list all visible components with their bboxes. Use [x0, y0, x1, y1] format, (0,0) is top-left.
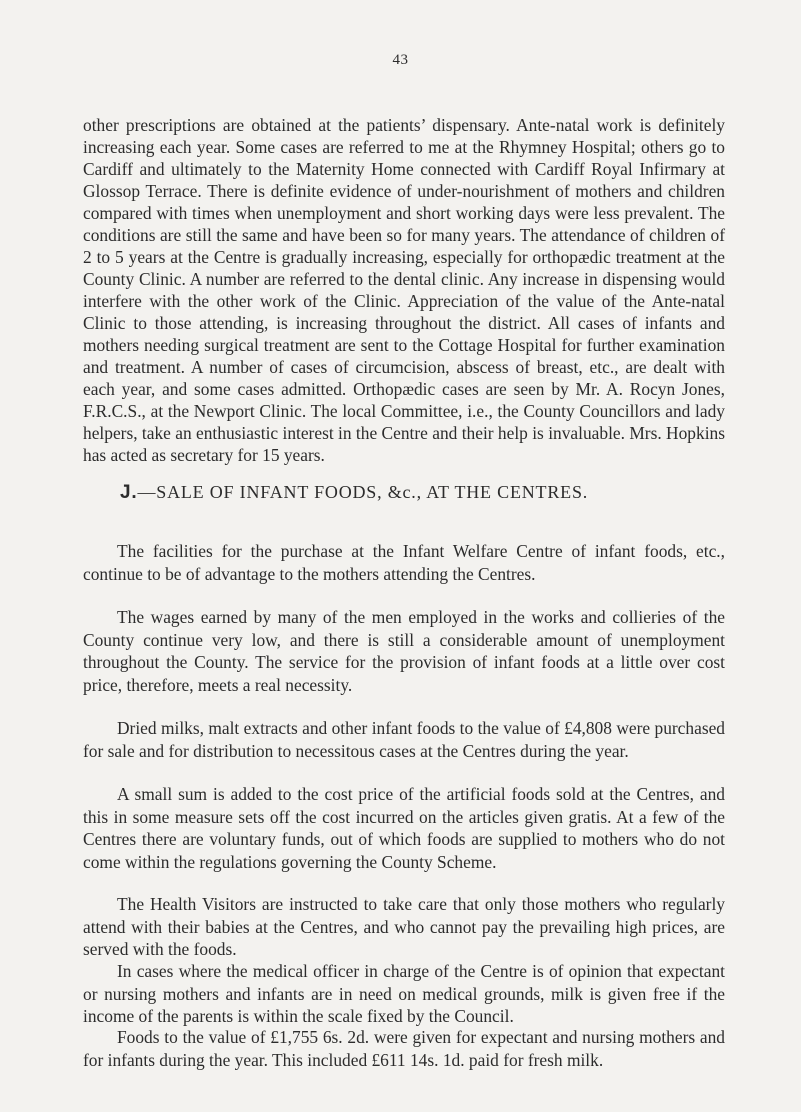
paragraph-medical-officer: In cases where the medical officer in charge of the Centre is of opinion that expectant or nursing mothers and infants are in need on medical grounds, milk is given free if the income of the parents is within the scale fixed by the Council.	[83, 961, 725, 1026]
paragraph-wages: The wages earned by many of the men employed in the works and collieries of the County continue very low, and there is still a considerable amount of unemployment throughout the County. The service for the provision of infant foods at a little over cost price, therefore, meets a real necessity.	[83, 607, 725, 695]
page-number: 43	[392, 52, 409, 68]
section-title: —SALE OF INFANT FOODS, &c., AT THE CENTRES.	[137, 482, 589, 502]
paragraph-dried-milks: Dried milks, malt extracts and other infant foods to the value of £4,808 were purchased for sale and for distribution to necessitous cases at the Centres during the year.	[83, 718, 725, 761]
paragraph-cost-price: A small sum is added to the cost price of the artificial foods sold at the Centres, and this in some measure sets off the cost incurred on the articles given gratis. At a few of the Centres there are voluntary funds, out of which foods are supplied to mothers who do not come within the regulations governing the County Scheme.	[83, 784, 725, 872]
intro-paragraph: other prescriptions are obtained at the patients’ dispensary. Ante-natal work is definitely increasing each year. Some cases are referred to me at the Rhymney Hospital; others go to Cardiff and ultimately to the Maternity Home connected with Cardiff Royal Infirmary at Glossop Terrace. There is definite evidence of under-nourishment of mothers and children compared with times when unemployment and short working days were less prevalent. The conditions are still the same and have been so for many years. The attendance of children of 2 to 5 years at the Centre is gradually increasing, especially for orthopædic treatment at the County Clinic. A number are referred to the dental clinic. Any increase in dispensing would interfere with the other work of the Clinic. Appreciation of the value of the Ante-natal Clinic to those attending, is increasing throughout the district. All cases of infants and mothers needing surgical treatment are sent to the Cottage Hospital for further examination and treatment. A number of cases of circumcision, abscess of breast, etc., are dealt with each year, and some cases admitted. Orthopædic cases are seen by Mr. A. Rocyn Jones, F.R.C.S., at the Newport Clinic. The local Committee, i.e., the County Councillors and lady helpers, take an enthusiastic interest in the Centre and their help is invaluable. Mrs. Hopkins has acted as secretary for 15 years.	[83, 115, 725, 465]
section-heading	[120, 480, 720, 505]
paragraph-health-visitors: The Health Visitors are instructed to take care that only those mothers who regularly attend with their babies at the Centres, and who cannot pay the prevailing high prices, are served with the foods.	[83, 894, 725, 959]
section-letter: J.	[120, 482, 138, 503]
paragraph-foods-value: Foods to the value of £1,755 6s. 2d. were given for expectant and nursing mothers and for infants during the year. This included £611 14s. 1d. paid for fresh milk.	[83, 1027, 725, 1070]
paragraph-facilities: The facilities for the purchase at the Infant Welfare Centre of infant foods, etc., continue to be of advantage to the mothers attending the Centres.	[83, 541, 725, 584]
